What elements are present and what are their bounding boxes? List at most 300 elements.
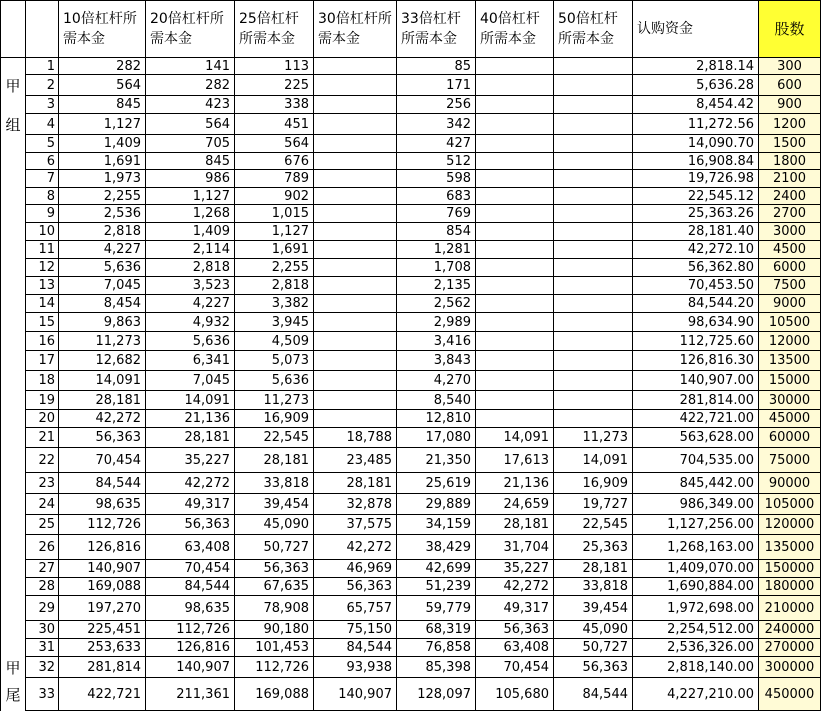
table-row bbox=[1, 621, 821, 639]
header-row bbox=[1, 1, 821, 58]
cell-40x: 24,659 bbox=[476, 494, 554, 515]
cell-40x bbox=[476, 223, 554, 241]
cell-33x: 1,708 bbox=[397, 259, 476, 277]
group-label-cell bbox=[1, 391, 26, 410]
group-label-cell bbox=[1, 371, 26, 391]
cell-30x bbox=[314, 96, 397, 114]
table-body bbox=[1, 58, 821, 711]
cell-10x: 42,272 bbox=[59, 410, 146, 428]
cell-shares: 300000 bbox=[759, 657, 821, 678]
cell-subscription: 845,442.00 bbox=[633, 473, 759, 494]
row-index: 21 bbox=[26, 428, 59, 448]
cell-40x: 14,091 bbox=[476, 428, 554, 448]
cell-40x bbox=[476, 114, 554, 135]
cell-shares: 120000 bbox=[759, 515, 821, 535]
cell-10x: 8,454 bbox=[59, 295, 146, 313]
cell-33x: 21,350 bbox=[397, 448, 476, 473]
cell-shares: 135000 bbox=[759, 535, 821, 560]
cell-20x: 7,045 bbox=[146, 371, 235, 391]
cell-subscription: 126,816.30 bbox=[633, 351, 759, 371]
cell-subscription: 704,535.00 bbox=[633, 448, 759, 473]
cell-40x bbox=[476, 205, 554, 223]
group-label-cell: 组 bbox=[1, 114, 26, 135]
col-10x-header: 10倍杠杆所需本金 bbox=[59, 1, 146, 58]
cell-50x: 84,544 bbox=[554, 678, 633, 711]
cell-50x bbox=[554, 371, 633, 391]
cell-shares: 150000 bbox=[759, 560, 821, 578]
cell-33x: 128,097 bbox=[397, 678, 476, 711]
cell-subscription: 281,814.00 bbox=[633, 391, 759, 410]
cell-50x: 28,181 bbox=[554, 560, 633, 578]
group-label-cell: 甲 bbox=[1, 657, 26, 678]
cell-10x: 1,127 bbox=[59, 114, 146, 135]
cell-10x: 845 bbox=[59, 96, 146, 114]
cell-33x: 2,989 bbox=[397, 313, 476, 332]
group-label-cell: 尾 bbox=[1, 678, 26, 711]
group-label-cell bbox=[1, 241, 26, 259]
cell-50x bbox=[554, 259, 633, 277]
cell-shares: 1800 bbox=[759, 153, 821, 170]
cell-33x: 2,562 bbox=[397, 295, 476, 313]
cell-subscription: 56,362.80 bbox=[633, 259, 759, 277]
cell-25x: 2,818 bbox=[235, 277, 314, 295]
cell-subscription: 4,227,210.00 bbox=[633, 678, 759, 711]
cell-subscription: 25,363.26 bbox=[633, 205, 759, 223]
cell-10x: 98,635 bbox=[59, 494, 146, 515]
cell-25x: 3,945 bbox=[235, 313, 314, 332]
row-index: 22 bbox=[26, 448, 59, 473]
cell-40x bbox=[476, 75, 554, 96]
cell-40x: 63,408 bbox=[476, 639, 554, 657]
cell-30x bbox=[314, 135, 397, 153]
cell-50x: 19,727 bbox=[554, 494, 633, 515]
row-index: 17 bbox=[26, 351, 59, 371]
cell-shares: 45000 bbox=[759, 410, 821, 428]
cell-25x: 3,382 bbox=[235, 295, 314, 313]
cell-10x: 253,633 bbox=[59, 639, 146, 657]
cell-30x bbox=[314, 114, 397, 135]
cell-50x bbox=[554, 188, 633, 205]
cell-50x bbox=[554, 295, 633, 313]
cell-25x: 11,273 bbox=[235, 391, 314, 410]
table-row bbox=[1, 657, 821, 678]
cell-33x: 8,540 bbox=[397, 391, 476, 410]
cell-40x: 56,363 bbox=[476, 621, 554, 639]
cell-shares: 1200 bbox=[759, 114, 821, 135]
cell-40x: 17,613 bbox=[476, 448, 554, 473]
cell-33x: 42,699 bbox=[397, 560, 476, 578]
cell-25x: 50,727 bbox=[235, 535, 314, 560]
cell-33x: 76,858 bbox=[397, 639, 476, 657]
table-row bbox=[1, 114, 821, 135]
cell-shares: 2400 bbox=[759, 188, 821, 205]
col-25x-header: 25倍杠杆所需本金 bbox=[235, 1, 314, 58]
cell-25x: 902 bbox=[235, 188, 314, 205]
table-row bbox=[1, 241, 821, 259]
cell-20x: 98,635 bbox=[146, 596, 235, 621]
cell-33x: 68,319 bbox=[397, 621, 476, 639]
cell-20x: 845 bbox=[146, 153, 235, 170]
cell-subscription: 1,409,070.00 bbox=[633, 560, 759, 578]
cell-40x: 42,272 bbox=[476, 578, 554, 596]
table-row bbox=[1, 313, 821, 332]
cell-shares: 210000 bbox=[759, 596, 821, 621]
row-index: 14 bbox=[26, 295, 59, 313]
cell-subscription: 28,181.40 bbox=[633, 223, 759, 241]
cell-40x bbox=[476, 241, 554, 259]
cell-25x: 90,180 bbox=[235, 621, 314, 639]
cell-50x: 50,727 bbox=[554, 639, 633, 657]
group-label-cell bbox=[1, 639, 26, 657]
cell-20x: 35,227 bbox=[146, 448, 235, 473]
cell-30x bbox=[314, 351, 397, 371]
table-row bbox=[1, 277, 821, 295]
group-label-cell bbox=[1, 410, 26, 428]
cell-50x bbox=[554, 153, 633, 170]
cell-subscription: 1,972,698.00 bbox=[633, 596, 759, 621]
cell-33x: 3,416 bbox=[397, 332, 476, 351]
cell-shares: 4500 bbox=[759, 241, 821, 259]
cell-shares: 600 bbox=[759, 75, 821, 96]
cell-25x: 101,453 bbox=[235, 639, 314, 657]
cell-subscription: 1,268,163.00 bbox=[633, 535, 759, 560]
table-row bbox=[1, 515, 821, 535]
row-index: 8 bbox=[26, 188, 59, 205]
cell-10x: 197,270 bbox=[59, 596, 146, 621]
cell-50x bbox=[554, 135, 633, 153]
cell-33x: 2,135 bbox=[397, 277, 476, 295]
cell-shares: 1500 bbox=[759, 135, 821, 153]
cell-40x: 105,680 bbox=[476, 678, 554, 711]
cell-10x: 564 bbox=[59, 75, 146, 96]
cell-25x: 113 bbox=[235, 58, 314, 75]
cell-33x: 12,810 bbox=[397, 410, 476, 428]
cell-subscription: 98,634.90 bbox=[633, 313, 759, 332]
row-index: 19 bbox=[26, 391, 59, 410]
cell-20x: 423 bbox=[146, 96, 235, 114]
table-row bbox=[1, 259, 821, 277]
cell-20x: 49,317 bbox=[146, 494, 235, 515]
cell-10x: 2,536 bbox=[59, 205, 146, 223]
cell-subscription: 70,453.50 bbox=[633, 277, 759, 295]
subscription-header: 认购资金 bbox=[633, 1, 759, 58]
cell-subscription: 2,536,326.00 bbox=[633, 639, 759, 657]
cell-shares: 2100 bbox=[759, 170, 821, 188]
cell-33x: 59,779 bbox=[397, 596, 476, 621]
cell-10x: 12,682 bbox=[59, 351, 146, 371]
cell-25x: 1,015 bbox=[235, 205, 314, 223]
cell-shares: 450000 bbox=[759, 678, 821, 711]
group-label-cell bbox=[1, 621, 26, 639]
cell-40x: 35,227 bbox=[476, 560, 554, 578]
cell-40x: 31,704 bbox=[476, 535, 554, 560]
group-label-cell bbox=[1, 494, 26, 515]
cell-10x: 4,227 bbox=[59, 241, 146, 259]
cell-50x: 45,090 bbox=[554, 621, 633, 639]
row-index: 20 bbox=[26, 410, 59, 428]
cell-30x: 37,575 bbox=[314, 515, 397, 535]
cell-30x bbox=[314, 153, 397, 170]
cell-33x: 512 bbox=[397, 153, 476, 170]
cell-25x: 676 bbox=[235, 153, 314, 170]
table-row bbox=[1, 205, 821, 223]
cell-30x bbox=[314, 259, 397, 277]
cell-shares: 2700 bbox=[759, 205, 821, 223]
group-label-cell bbox=[1, 96, 26, 114]
cell-20x: 4,227 bbox=[146, 295, 235, 313]
row-index: 6 bbox=[26, 153, 59, 170]
table-row bbox=[1, 639, 821, 657]
row-index: 16 bbox=[26, 332, 59, 351]
table-row bbox=[1, 391, 821, 410]
table-row bbox=[1, 58, 821, 75]
shares-header: 股数 bbox=[759, 1, 821, 58]
cell-25x: 16,909 bbox=[235, 410, 314, 428]
row-index: 7 bbox=[26, 170, 59, 188]
cell-subscription: 5,636.28 bbox=[633, 75, 759, 96]
cell-50x: 56,363 bbox=[554, 657, 633, 678]
cell-30x bbox=[314, 188, 397, 205]
cell-25x: 112,726 bbox=[235, 657, 314, 678]
row-index: 15 bbox=[26, 313, 59, 332]
cell-25x: 1,127 bbox=[235, 223, 314, 241]
cell-subscription: 2,818,140.00 bbox=[633, 657, 759, 678]
cell-subscription: 2,818.14 bbox=[633, 58, 759, 75]
cell-10x: 9,863 bbox=[59, 313, 146, 332]
cell-10x: 1,973 bbox=[59, 170, 146, 188]
cell-25x: 45,090 bbox=[235, 515, 314, 535]
group-label-cell bbox=[1, 170, 26, 188]
cell-25x: 22,545 bbox=[235, 428, 314, 448]
cell-subscription: 140,907.00 bbox=[633, 371, 759, 391]
cell-25x: 5,636 bbox=[235, 371, 314, 391]
cell-subscription: 8,454.42 bbox=[633, 96, 759, 114]
cell-33x: 17,080 bbox=[397, 428, 476, 448]
cell-33x: 598 bbox=[397, 170, 476, 188]
row-index: 24 bbox=[26, 494, 59, 515]
cell-33x: 854 bbox=[397, 223, 476, 241]
row-index: 31 bbox=[26, 639, 59, 657]
row-index: 23 bbox=[26, 473, 59, 494]
cell-25x: 225 bbox=[235, 75, 314, 96]
table-row bbox=[1, 428, 821, 448]
cell-50x bbox=[554, 313, 633, 332]
cell-10x: 11,273 bbox=[59, 332, 146, 351]
cell-33x: 38,429 bbox=[397, 535, 476, 560]
group-label-cell bbox=[1, 58, 26, 75]
row-index: 4 bbox=[26, 114, 59, 135]
row-index: 33 bbox=[26, 678, 59, 711]
cell-50x bbox=[554, 410, 633, 428]
cell-subscription: 563,628.00 bbox=[633, 428, 759, 448]
cell-20x: 112,726 bbox=[146, 621, 235, 639]
cell-30x: 93,938 bbox=[314, 657, 397, 678]
group-label-cell bbox=[1, 205, 26, 223]
group-label-cell bbox=[1, 351, 26, 371]
cell-40x bbox=[476, 58, 554, 75]
cell-50x bbox=[554, 205, 633, 223]
cell-33x: 683 bbox=[397, 188, 476, 205]
row-index: 10 bbox=[26, 223, 59, 241]
group-label-cell bbox=[1, 259, 26, 277]
cell-25x: 169,088 bbox=[235, 678, 314, 711]
cell-33x: 1,281 bbox=[397, 241, 476, 259]
row-index: 27 bbox=[26, 560, 59, 578]
cell-shares: 60000 bbox=[759, 428, 821, 448]
cell-30x bbox=[314, 332, 397, 351]
cell-33x: 29,889 bbox=[397, 494, 476, 515]
table-row bbox=[1, 188, 821, 205]
group-label-cell bbox=[1, 223, 26, 241]
group-label-cell bbox=[1, 313, 26, 332]
cell-40x bbox=[476, 313, 554, 332]
cell-10x: 422,721 bbox=[59, 678, 146, 711]
table-row bbox=[1, 473, 821, 494]
cell-50x bbox=[554, 114, 633, 135]
cell-30x bbox=[314, 371, 397, 391]
cell-20x: 70,454 bbox=[146, 560, 235, 578]
cell-50x bbox=[554, 58, 633, 75]
cell-25x: 338 bbox=[235, 96, 314, 114]
cell-10x: 84,544 bbox=[59, 473, 146, 494]
cell-subscription: 19,726.98 bbox=[633, 170, 759, 188]
cell-subscription: 11,272.56 bbox=[633, 114, 759, 135]
cell-50x: 14,091 bbox=[554, 448, 633, 473]
cell-shares: 900 bbox=[759, 96, 821, 114]
cell-30x bbox=[314, 277, 397, 295]
table-row bbox=[1, 494, 821, 515]
group-label-cell bbox=[1, 578, 26, 596]
cell-30x: 46,969 bbox=[314, 560, 397, 578]
cell-25x: 78,908 bbox=[235, 596, 314, 621]
table-row bbox=[1, 96, 821, 114]
cell-33x: 427 bbox=[397, 135, 476, 153]
cell-10x: 14,091 bbox=[59, 371, 146, 391]
cell-40x: 21,136 bbox=[476, 473, 554, 494]
group-label-cell bbox=[1, 535, 26, 560]
row-index: 25 bbox=[26, 515, 59, 535]
cell-shares: 15000 bbox=[759, 371, 821, 391]
col-33x-header: 33倍杠杆所需本金 bbox=[397, 1, 476, 58]
cell-40x bbox=[476, 153, 554, 170]
cell-25x: 56,363 bbox=[235, 560, 314, 578]
cell-50x: 39,454 bbox=[554, 596, 633, 621]
index-header bbox=[26, 1, 59, 58]
cell-shares: 90000 bbox=[759, 473, 821, 494]
cell-40x bbox=[476, 135, 554, 153]
table-row bbox=[1, 351, 821, 371]
cell-subscription: 422,721.00 bbox=[633, 410, 759, 428]
group-label-cell bbox=[1, 596, 26, 621]
row-index: 26 bbox=[26, 535, 59, 560]
col-30x-header: 30倍杠杆所需本金 bbox=[314, 1, 397, 58]
cell-20x: 141 bbox=[146, 58, 235, 75]
row-index: 2 bbox=[26, 75, 59, 96]
cell-subscription: 42,272.10 bbox=[633, 241, 759, 259]
cell-25x: 451 bbox=[235, 114, 314, 135]
cell-50x bbox=[554, 96, 633, 114]
group-label-cell bbox=[1, 515, 26, 535]
cell-30x: 140,907 bbox=[314, 678, 397, 711]
cell-30x bbox=[314, 223, 397, 241]
cell-10x: 7,045 bbox=[59, 277, 146, 295]
cell-40x bbox=[476, 259, 554, 277]
group-label-cell bbox=[1, 277, 26, 295]
cell-subscription: 22,545.12 bbox=[633, 188, 759, 205]
cell-30x bbox=[314, 391, 397, 410]
cell-20x: 6,341 bbox=[146, 351, 235, 371]
cell-33x: 4,270 bbox=[397, 371, 476, 391]
cell-20x: 126,816 bbox=[146, 639, 235, 657]
table-row bbox=[1, 410, 821, 428]
cell-40x bbox=[476, 391, 554, 410]
cell-30x bbox=[314, 410, 397, 428]
cell-33x: 3,843 bbox=[397, 351, 476, 371]
cell-40x bbox=[476, 351, 554, 371]
cell-10x: 140,907 bbox=[59, 560, 146, 578]
cell-20x: 14,091 bbox=[146, 391, 235, 410]
cell-50x bbox=[554, 241, 633, 259]
cell-shares: 75000 bbox=[759, 448, 821, 473]
cell-10x: 1,691 bbox=[59, 153, 146, 170]
cell-subscription: 1,127,256.00 bbox=[633, 515, 759, 535]
cell-50x bbox=[554, 170, 633, 188]
cell-30x: 18,788 bbox=[314, 428, 397, 448]
cell-shares: 9000 bbox=[759, 295, 821, 313]
cell-20x: 42,272 bbox=[146, 473, 235, 494]
cell-20x: 63,408 bbox=[146, 535, 235, 560]
table-row bbox=[1, 560, 821, 578]
cell-20x: 1,268 bbox=[146, 205, 235, 223]
cell-shares: 6000 bbox=[759, 259, 821, 277]
cell-25x: 564 bbox=[235, 135, 314, 153]
cell-40x bbox=[476, 96, 554, 114]
row-index: 29 bbox=[26, 596, 59, 621]
table-row bbox=[1, 678, 821, 711]
row-index: 9 bbox=[26, 205, 59, 223]
cell-shares: 270000 bbox=[759, 639, 821, 657]
cell-20x: 705 bbox=[146, 135, 235, 153]
cell-shares: 3000 bbox=[759, 223, 821, 241]
cell-30x: 75,150 bbox=[314, 621, 397, 639]
row-index: 1 bbox=[26, 58, 59, 75]
cell-33x: 256 bbox=[397, 96, 476, 114]
cell-50x: 16,909 bbox=[554, 473, 633, 494]
cell-30x bbox=[314, 75, 397, 96]
cell-25x: 2,255 bbox=[235, 259, 314, 277]
row-index: 30 bbox=[26, 621, 59, 639]
cell-50x bbox=[554, 75, 633, 96]
cell-10x: 70,454 bbox=[59, 448, 146, 473]
group-label-cell: 甲 bbox=[1, 75, 26, 96]
cell-30x: 65,757 bbox=[314, 596, 397, 621]
group-label-cell bbox=[1, 428, 26, 448]
cell-50x: 33,818 bbox=[554, 578, 633, 596]
cell-shares: 105000 bbox=[759, 494, 821, 515]
cell-40x: 70,454 bbox=[476, 657, 554, 678]
cell-25x: 5,073 bbox=[235, 351, 314, 371]
table-row bbox=[1, 135, 821, 153]
cell-50x: 11,273 bbox=[554, 428, 633, 448]
col-50x-header: 50倍杠杆所需本金 bbox=[554, 1, 633, 58]
cell-20x: 1,409 bbox=[146, 223, 235, 241]
col-20x-header: 20倍杠杆所需本金 bbox=[146, 1, 235, 58]
table-row bbox=[1, 448, 821, 473]
group-label-cell bbox=[1, 332, 26, 351]
table-row bbox=[1, 596, 821, 621]
group-label-cell bbox=[1, 448, 26, 473]
group-label-cell bbox=[1, 135, 26, 153]
